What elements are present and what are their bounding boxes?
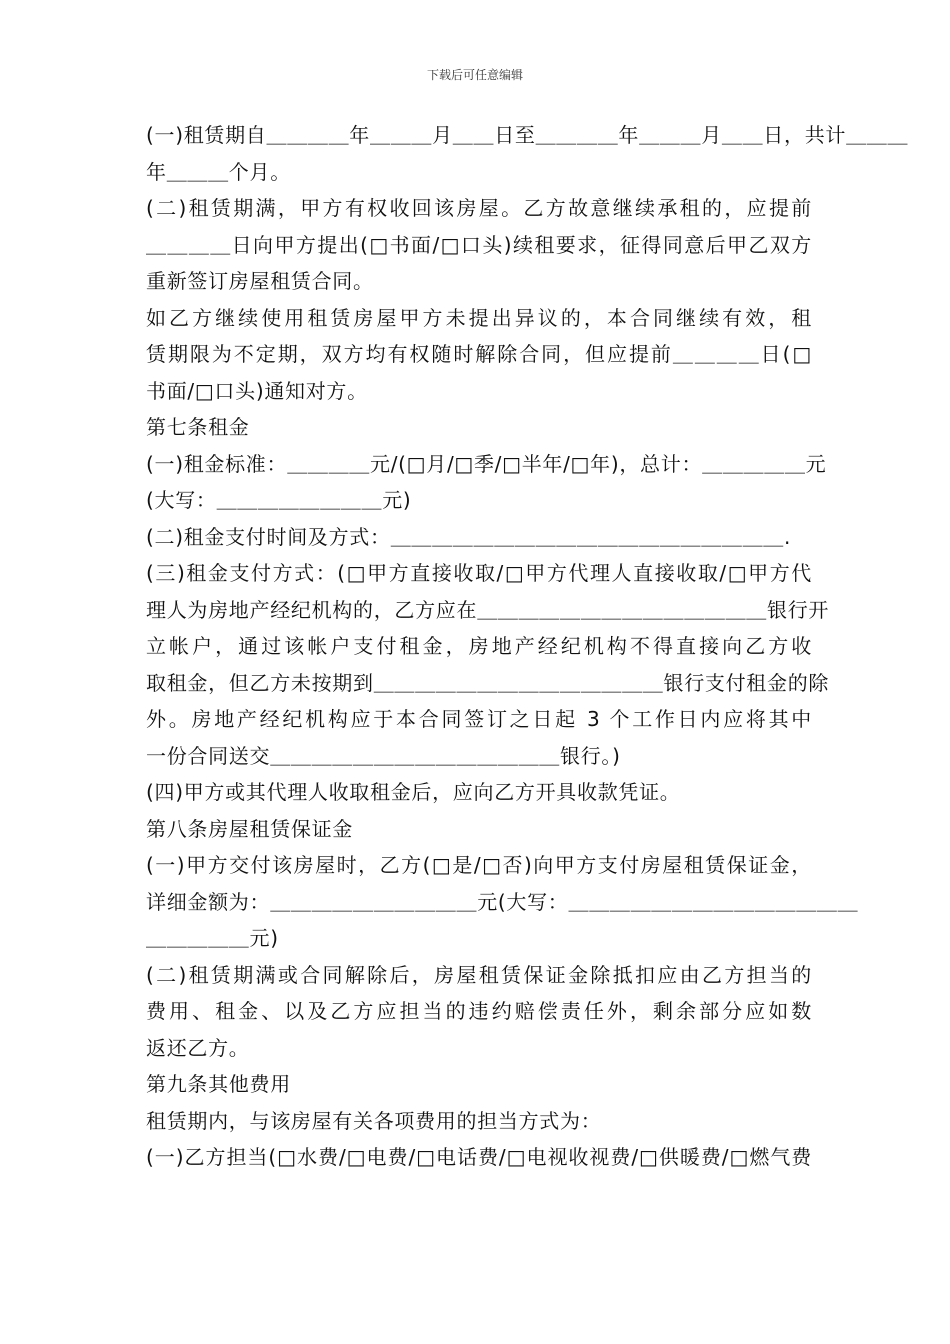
document-line: 第八条房屋租赁保证金 (146, 816, 353, 841)
document-line: 赁期限为不定期，双方均有权随时解除合同，但应提前＿＿＿＿日(□ (146, 342, 812, 366)
document-line: 第九条其他费用 (146, 1072, 291, 1096)
document-line: 租赁期内，与该房屋有关各项费用的担当方式为： (146, 1108, 602, 1133)
document-line: 理人为房地产经纪机构的，乙方应在＿＿＿＿＿＿＿＿＿＿＿＿＿＿银行开 (146, 597, 830, 622)
document-line: ＿＿＿＿＿元) (146, 926, 279, 950)
document-body (146, 117, 909, 1176)
document-line: 年＿＿＿个月。 (146, 159, 291, 184)
document-line: (大写：＿＿＿＿＿＿＿＿元) (146, 488, 412, 512)
document-line: 第七条租金 (146, 415, 250, 439)
document-line: (三)租金支付方式：(□甲方直接收取/□甲方代理人直接收取/□甲方代 (146, 561, 812, 585)
document-line: 一份合同送交＿＿＿＿＿＿＿＿＿＿＿＿＿＿银行。) (146, 743, 621, 768)
document-line: 立帐户，通过该帐户支付租金，房地产经纪机构不得直接向乙方收 (146, 634, 812, 658)
document-line: (一)租金标准：＿＿＿＿元/(□月/□季/□半年/□年)，总计：＿＿＿＿＿元 (146, 451, 827, 476)
document-line: 书面/□口头)通知对方。 (146, 378, 368, 403)
document-line: 重新签订房屋租赁合同。 (146, 269, 374, 293)
document-line: 费用、租金、以及乙方应担当的违约赔偿责任外，剩余部分应如数 (146, 999, 812, 1023)
document-line: 如乙方继续使用租赁房屋甲方未提出异议的，本合同继续有效，租 (146, 305, 812, 330)
document-line: ＿＿＿＿日向甲方提出(□书面/□口头)续租要求，征得同意后甲乙双方 (146, 232, 812, 257)
document-line: (一)租赁期自＿＿＿＿年＿＿＿月＿＿日至＿＿＿＿年＿＿＿月＿＿日，共计＿＿＿ (146, 123, 909, 147)
page-header: 下载后可任意编辑 (426, 68, 523, 82)
document-line: (一)乙方担当(□水费/□电费/□电话费/□电视收视费/□供暖费/□燃气费 (146, 1145, 812, 1169)
document-line: 外。房地产经纪机构应于本合同签订之日起 3 个工作日内应将其中 (146, 707, 812, 731)
document-line: (四)甲方或其代理人收取租金后，应向乙方开具收款凭证。 (146, 780, 681, 804)
document-line: 返还乙方。 (146, 1035, 250, 1060)
document-line: (一)甲方交付该房屋时，乙方(□是/□否)向甲方支付房屋租赁保证金， (146, 853, 812, 877)
document-line: 取租金，但乙方未按期到＿＿＿＿＿＿＿＿＿＿＿＿＿＿银行支付租金的除 (146, 670, 830, 695)
document-line: (二)租赁期满，甲方有权收回该房屋。乙方故意继续承租的，应提前 (146, 196, 812, 220)
document-line: (二)租赁期满或合同解除后，房屋租赁保证金除抵扣应由乙方担当的 (146, 962, 812, 987)
document-line: (二)租金支付时间及方式：＿＿＿＿＿＿＿＿＿＿＿＿＿＿＿＿＿＿＿. (146, 524, 792, 549)
document-line: 详细金额为：＿＿＿＿＿＿＿＿＿＿元(大写：＿＿＿＿＿＿＿＿＿＿＿＿＿＿ (146, 889, 859, 914)
